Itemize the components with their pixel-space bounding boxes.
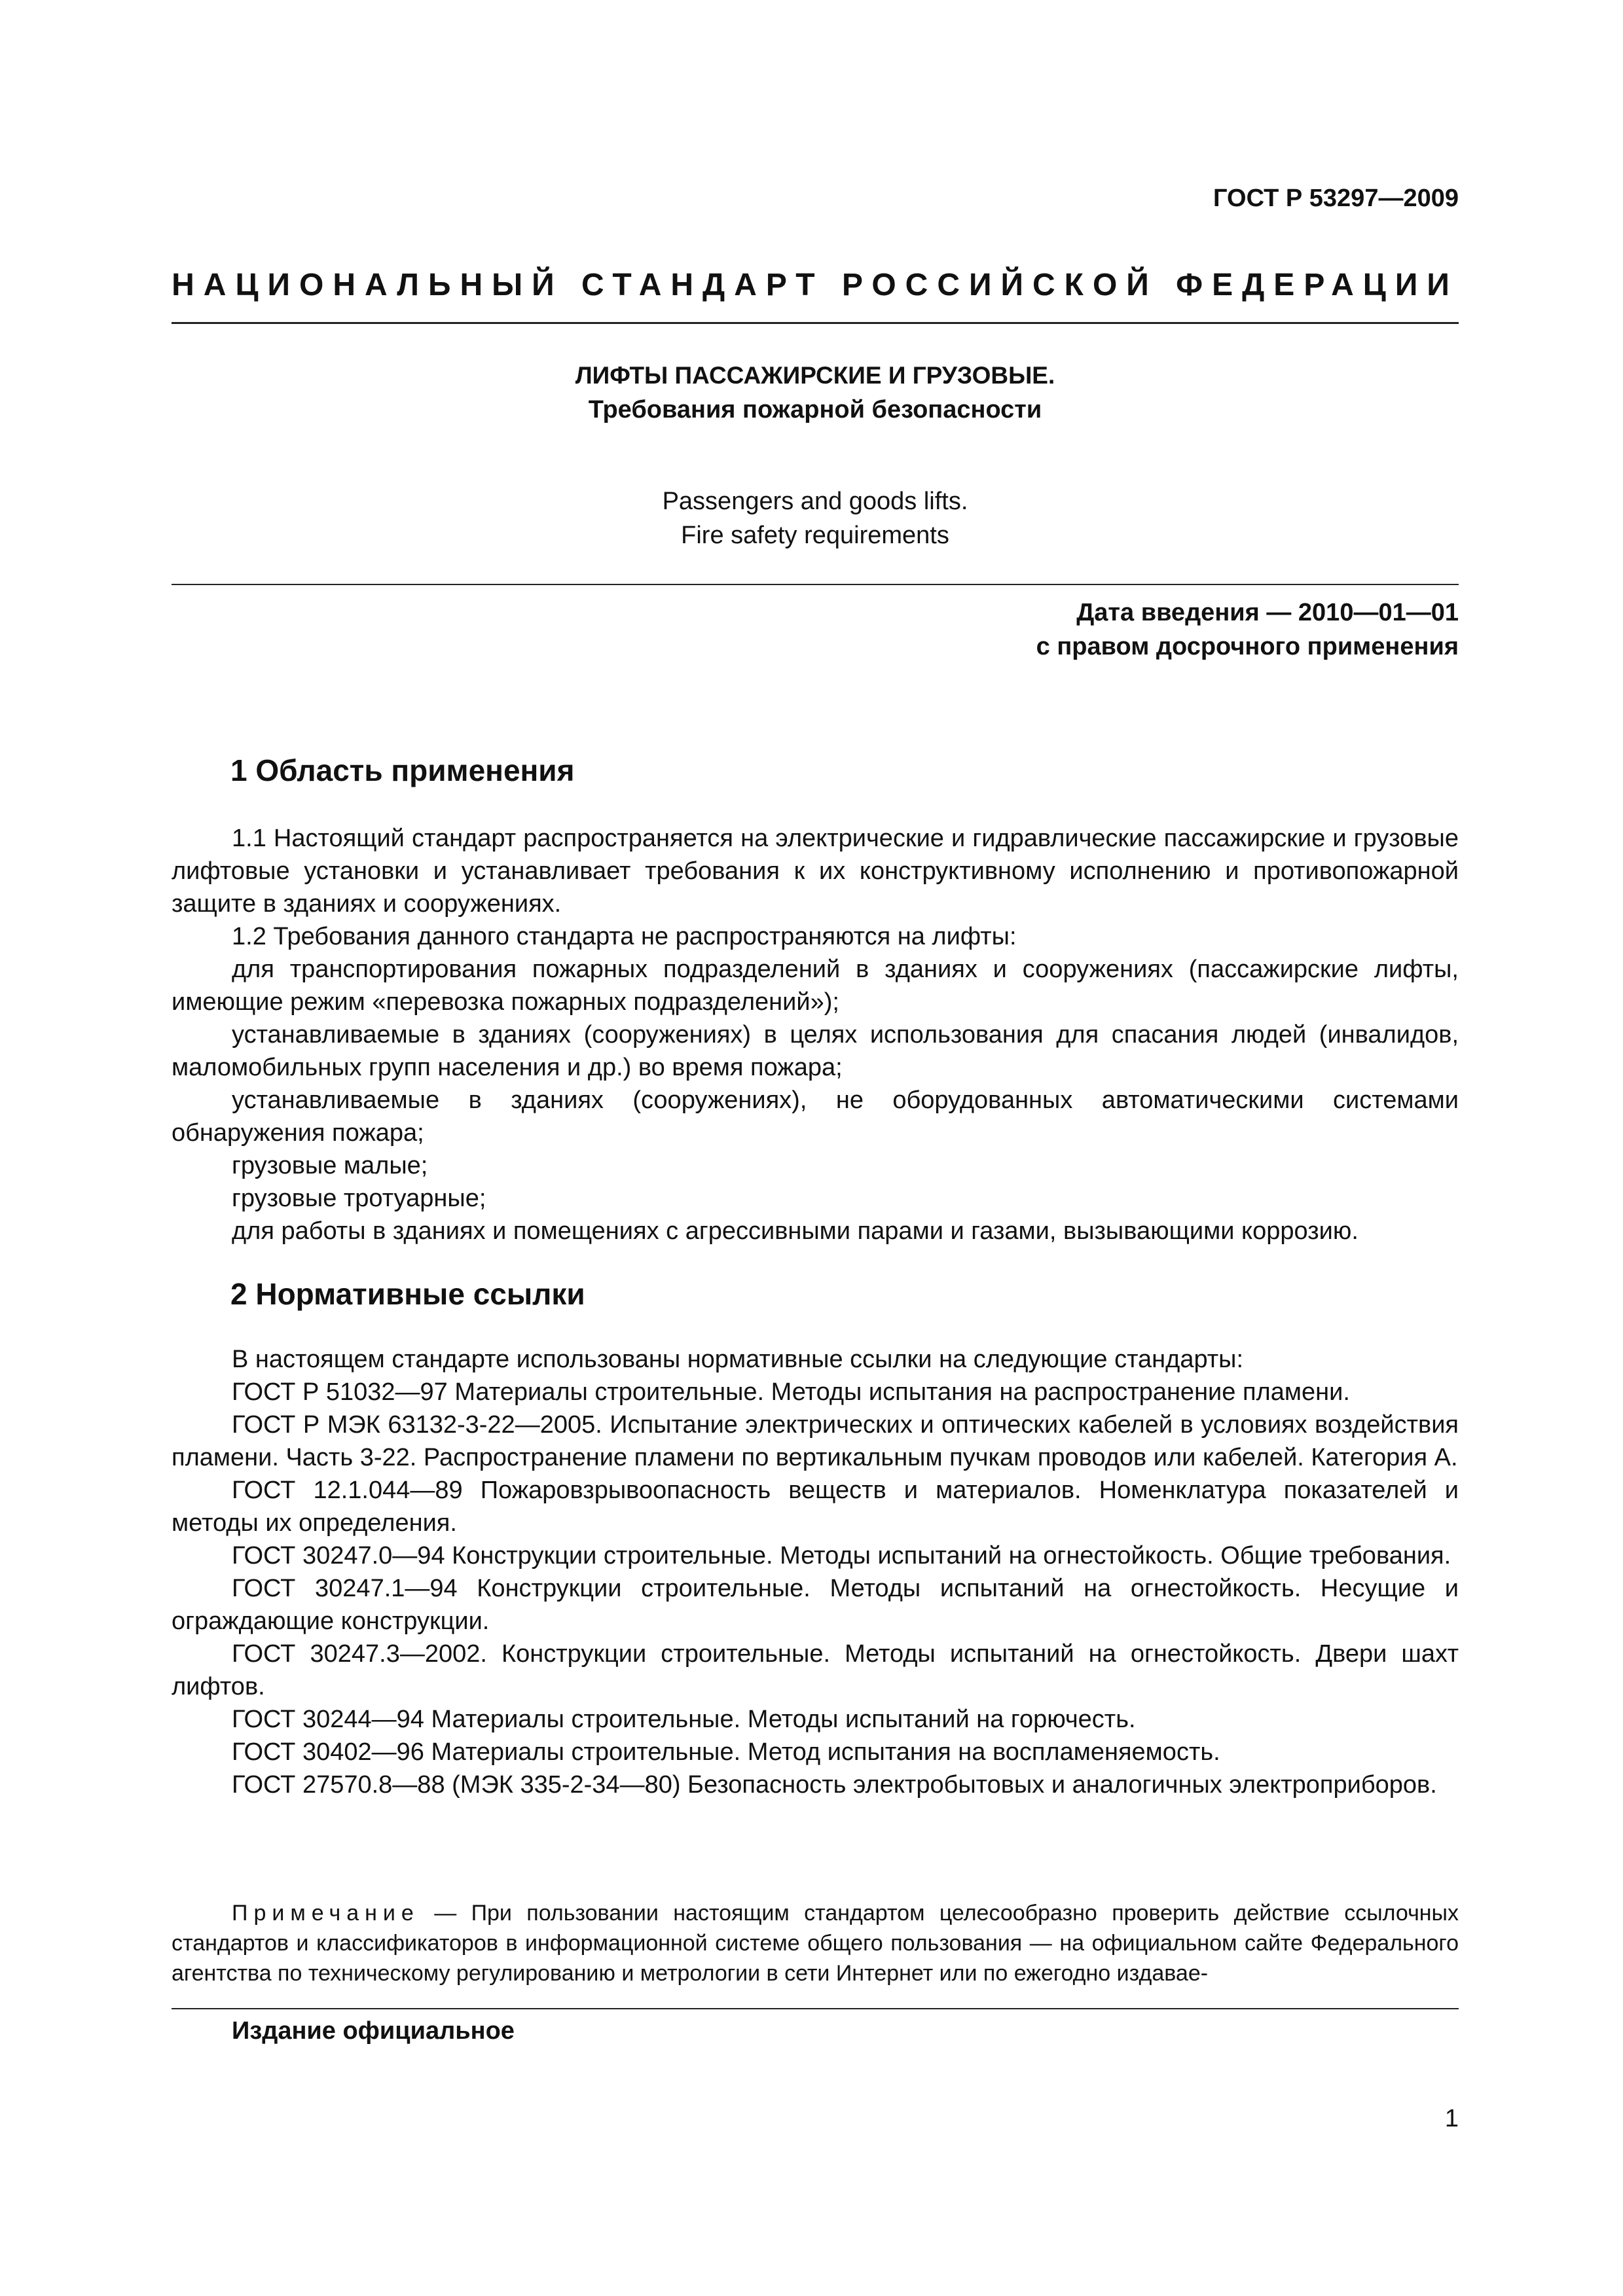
- header-rule: [172, 322, 1459, 324]
- section-1-body: [172, 822, 1459, 1247]
- note: [172, 1898, 1459, 1988]
- title-ru-line1: ЛИФТЫ ПАССАЖИРСКИЕ И ГРУЗОВЫЕ.: [575, 362, 1055, 389]
- document-code: ГОСТ Р 53297—2009: [1213, 185, 1459, 212]
- date-early-application: с правом досрочного применения: [1036, 633, 1459, 660]
- paragraph: 1.2 Требования данного стандарта не распространяются на лифты:: [232, 923, 1017, 950]
- paragraph: устанавливаемые в зданиях (сооружениях) в целях использования для спасания людей (инвалидов, маломобильных групп населения и др.) во время пожара;: [172, 1021, 1459, 1081]
- paragraph: грузовые малые;: [232, 1152, 428, 1179]
- standard-title: НАЦИОНАЛЬНЫЙ СТАНДАРТ РОССИЙСКОЙ ФЕДЕРАЦИИ: [172, 268, 1459, 302]
- page-number: 1: [1444, 2105, 1459, 2132]
- title-en-line2: Fire safety requirements: [681, 522, 949, 549]
- paragraph: ГОСТ 27570.8—88 (МЭК 335-2-34—80) Безопасность электробытовых и аналогичных электроприборов.: [232, 1771, 1437, 1799]
- title-ru-line2: Требования пожарной безопасности: [588, 396, 1042, 423]
- paragraph: ГОСТ Р 51032—97 Материалы строительные. Методы испытания на распространение пламени.: [232, 1378, 1350, 1406]
- section-1-heading: 1 Область применения: [230, 753, 575, 787]
- introduction-date: [1036, 596, 1459, 664]
- paragraph: ГОСТ 30247.1—94 Конструкции строительные. Методы испытаний на огнестойкость. Несущие и ограждающие конструкции.: [172, 1575, 1459, 1635]
- paragraph: ГОСТ 30244—94 Материалы строительные. Методы испытаний на горючесть.: [232, 1706, 1136, 1733]
- section-2-heading: 2 Нормативные ссылки: [230, 1277, 585, 1311]
- section-2-body: [172, 1343, 1459, 1801]
- footer-rule: [172, 2008, 1459, 2009]
- note-paragraph: [172, 1898, 1459, 1988]
- paragraph: В настоящем стандарте использованы нормативные ссылки на следующие стандарты:: [232, 1346, 1244, 1373]
- date-intro: Дата введения — 2010—01—01: [1076, 599, 1459, 626]
- paragraph: для работы в зданиях и помещениях с агрессивными парами и газами, вызывающими коррозию.: [232, 1217, 1359, 1245]
- paragraph: для транспортирования пожарных подразделений в зданиях и сооружениях (пассажирские лифты, имеющие режим «перевозка пожарных подразделений»);: [172, 956, 1459, 1016]
- edition-label: Издание официальное: [232, 2017, 515, 2045]
- paragraph: ГОСТ 30402—96 Материалы строительные. Метод испытания на воспламеняемость.: [232, 1738, 1220, 1766]
- note-text: — При пользовании настоящим стандартом целесообразно проверить действие ссылочных стандартов и классификаторов в информационной системе общего пользования — на официальном сайте Федерального агентства по техническому регулированию и метрологии в сети Интернет или по ежегодно издавае-: [172, 1901, 1459, 1986]
- paragraph: грузовые тротуарные;: [232, 1185, 486, 1212]
- paragraph: 1.1 Настоящий стандарт распространяется на электрические и гидравлические пассажирские и грузовые лифтовые установки и устанавливает требования к их конструктивному исполнению и противопожарной защите в зданиях и сооружениях.: [172, 825, 1459, 918]
- paragraph: ГОСТ 30247.3—2002. Конструкции строительные. Методы испытаний на огнестойкость. Двери шахт лифтов.: [172, 1640, 1459, 1700]
- paragraph: ГОСТ Р МЭК 63132-3-22—2005. Испытание электрических и оптических кабелей в условиях воздействия пламени. Часть 3-22. Распространение пламени по вертикальным пучкам проводов или кабелей. Категория А.: [172, 1411, 1459, 1471]
- title-rule: [172, 584, 1459, 585]
- title-en-line1: Passengers and goods lifts.: [662, 488, 968, 515]
- title-ru: [172, 359, 1459, 427]
- paragraph: устанавливаемые в зданиях (сооружениях), не оборудованных автоматическими системами обнаружения пожара;: [172, 1086, 1459, 1147]
- paragraph: ГОСТ 30247.0—94 Конструкции строительные. Методы испытаний на огнестойкость. Общие требования.: [232, 1542, 1451, 1570]
- paragraph: ГОСТ 12.1.044—89 Пожаровзрывоопасность веществ и материалов. Номенклатура показателей и методы их определения.: [172, 1477, 1459, 1537]
- note-label: Примечание: [232, 1901, 420, 1926]
- title-en: [172, 484, 1459, 552]
